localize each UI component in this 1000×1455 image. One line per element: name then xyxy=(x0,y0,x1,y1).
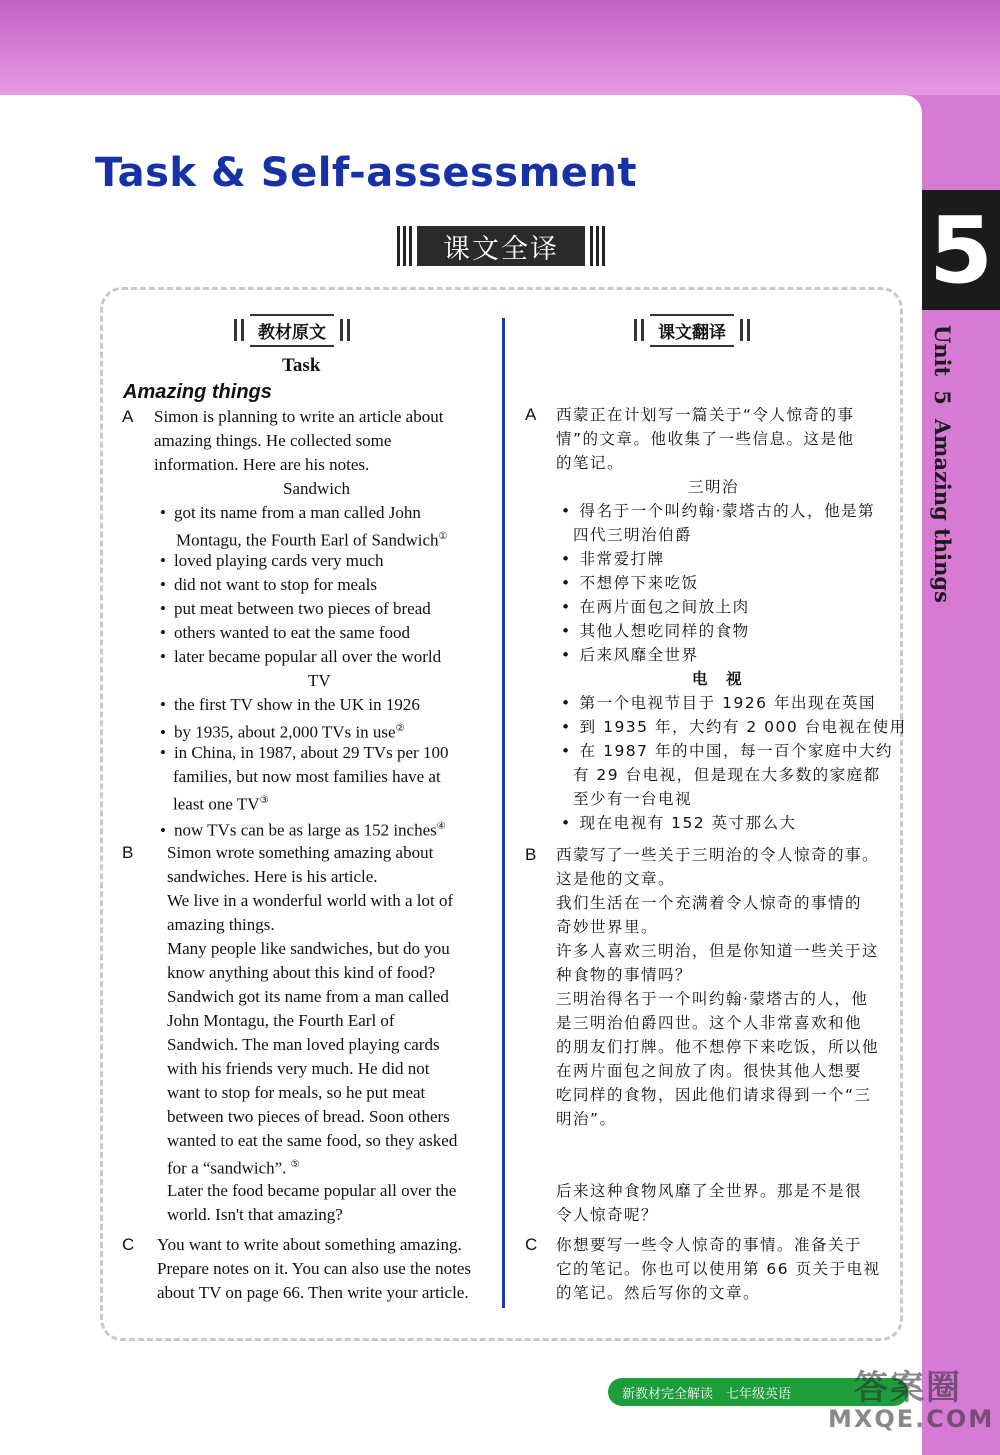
right-text-line: 在两片面包之间放了肉。很快其他人想要 xyxy=(556,1062,863,1080)
note-item-zh: • 到 1935 年，大约有 2 000 台电视在使用 xyxy=(561,715,907,739)
note-item-zh: • 不想停下来吃饭 xyxy=(561,571,699,595)
section-banner xyxy=(383,224,619,268)
left-text-line: world. Isn't that amazing? xyxy=(167,1205,343,1224)
left-text-line: John Montagu, the Fourth Earl of xyxy=(167,1011,395,1030)
site-watermark: 答案圈 MXQE.COM xyxy=(828,1368,995,1433)
sandwich-subheading-zh: 三明治 xyxy=(688,478,740,496)
left-text-line: Prepare notes on it. You can also use the notes xyxy=(157,1259,471,1278)
page-title: Task & Self-assessment xyxy=(95,150,637,196)
footnote-marker: ③ xyxy=(259,795,269,806)
note-item-cont: families, but now most families have at xyxy=(173,767,441,786)
left-text-line: We live in a wonderful world with a lot of xyxy=(167,891,454,910)
left-text-line: amazing things. He collected some xyxy=(154,431,392,450)
note-item: • now TVs can be as large as 152 inches④ xyxy=(160,815,446,843)
right-text-line: 你想要写一些令人惊奇的事情。准备关于 xyxy=(556,1236,863,1254)
footer-book-title: 新教材完全解读 七年级英语 xyxy=(608,1378,908,1406)
section-b-letter-zh: B xyxy=(525,845,537,864)
note-item: • in China, in 1987, about 29 TVs per 100 xyxy=(160,741,448,765)
left-text-line: about TV on page 66. Then write your article. xyxy=(157,1283,469,1302)
right-text-line: 许多人喜欢三明治，但是你知道一些关于这 xyxy=(556,942,880,960)
right-text-line: 后来这种食物风靡了全世界。那是不是很 xyxy=(556,1182,863,1200)
right-text-line: 西蒙写了一些关于三明治的令人惊奇的事。 xyxy=(556,846,880,864)
task-heading: Task xyxy=(282,355,321,376)
note-item-zh: • 在两片面包之间放上肉 xyxy=(561,595,750,619)
left-column-header: 教材原文 xyxy=(232,316,352,344)
right-text-line: 的笔记。 xyxy=(556,454,625,472)
section-c-letter: C xyxy=(122,1235,135,1254)
right-text-line: 的朋友们打牌。他不想停下来吃饭，所以他 xyxy=(556,1038,880,1056)
note-item-zh: • 后来风靡全世界 xyxy=(561,643,699,667)
note-item-zh: • 第一个电视节目于 1926 年出现在英国 xyxy=(561,691,876,715)
left-text-line: for a “sandwich”. ⑤ xyxy=(167,1158,300,1178)
right-text-line: 吃同样的食物，因此他们请求得到一个“三 xyxy=(556,1086,872,1104)
left-text-line: Sandwich. The man loved playing cards xyxy=(167,1035,440,1054)
note-item: • others wanted to eat the same food xyxy=(160,621,410,645)
footnote-marker: ① xyxy=(438,531,448,542)
note-item: • put meat between two pieces of bread xyxy=(160,597,431,621)
note-item-zh-cont: 四代三明治伯爵 xyxy=(573,526,693,544)
amazing-things-heading: Amazing things xyxy=(123,381,272,403)
footnote-marker: ⑤ xyxy=(290,1159,300,1170)
left-text-line: know anything about this kind of food? xyxy=(167,963,436,982)
left-text-line: Simon wrote something amazing about xyxy=(167,843,434,862)
right-text-line: 西蒙正在计划写一篇关于“令人惊奇的事 xyxy=(556,406,855,424)
unit-side-label: Unit5Amazing things xyxy=(930,325,955,603)
note-item-zh: • 其他人想吃同样的食物 xyxy=(561,619,750,643)
unit-number-tab: 5 xyxy=(922,190,1000,310)
section-a-letter: A xyxy=(122,407,134,426)
section-c-letter-zh: C xyxy=(525,1235,538,1254)
note-item: • the first TV show in the UK in 1926 xyxy=(160,693,420,717)
note-item-zh: • 得名于一个叫约翰·蒙塔古的人，他是第 xyxy=(561,499,875,523)
right-column-header: 课文翻译 xyxy=(632,316,752,344)
left-text-line: Simon is planning to write an article about xyxy=(154,407,444,426)
note-item: • loved playing cards very much xyxy=(160,549,384,573)
left-text-line: You want to write about something amazing. xyxy=(157,1235,462,1254)
footnote-marker: ④ xyxy=(436,821,446,832)
left-text-line: information. Here are his notes. xyxy=(154,455,370,474)
left-text-line: between two pieces of bread. Soon others xyxy=(167,1107,450,1126)
left-text-line: Later the food became popular all over the xyxy=(167,1181,457,1200)
right-text-line: 这是他的文章。 xyxy=(556,870,676,888)
column-divider xyxy=(502,318,505,1308)
top-decor-band xyxy=(0,0,1000,95)
right-text-line: 奇妙世界里。 xyxy=(556,918,659,936)
left-text-line: Many people like sandwiches, but do you xyxy=(167,939,450,958)
right-text-line: 令人惊奇呢？ xyxy=(556,1206,659,1224)
right-text-line: 三明治得名于一个叫约翰·蒙塔古的人，他 xyxy=(556,990,869,1008)
section-a-letter-zh: A xyxy=(525,405,537,424)
right-text-line: 情”的文章。他收集了一些信息。这是他 xyxy=(556,430,855,448)
section-b-letter: B xyxy=(122,843,134,862)
note-item: • later became popular all over the world xyxy=(160,645,441,669)
left-text-line: amazing things. xyxy=(167,915,275,934)
left-text-line: Sandwich got its name from a man called xyxy=(167,987,449,1006)
left-text-line: sandwiches. Here is his article. xyxy=(167,867,378,886)
note-item-zh: • 非常爱打牌 xyxy=(561,547,665,571)
note-item: • by 1935, about 2,000 TVs in use② xyxy=(160,717,405,745)
right-text-line: 明治”。 xyxy=(556,1110,617,1128)
tv-subheading: TV xyxy=(308,671,331,690)
sandwich-subheading: Sandwich xyxy=(283,479,351,498)
note-item-zh: • 在 1987 年的中国，每一百个家庭中大约 xyxy=(561,739,893,763)
note-item-cont: least one TV③ xyxy=(173,794,269,814)
right-text-line: 种食物的事情吗？ xyxy=(556,966,693,984)
note-item: • did not want to stop for meals xyxy=(160,573,377,597)
left-text-line: wanted to eat the same food, so they asked xyxy=(167,1131,458,1150)
note-item-zh-cont: 有 29 台电视，但是现在大多数的家庭都 xyxy=(573,766,881,784)
right-text-line: 的笔记。然后写你的文章。 xyxy=(556,1284,761,1302)
left-text-line: with his friends very much. He did not xyxy=(167,1059,430,1078)
note-item-zh-cont: 至少有一台电视 xyxy=(573,790,693,808)
right-text-line: 是三明治伯爵四世。这个人非常喜欢和他 xyxy=(556,1014,863,1032)
section-banner-label: 课文全译 xyxy=(417,226,585,266)
note-item-cont: Montagu, the Fourth Earl of Sandwich① xyxy=(176,530,448,550)
note-item: • got its name from a man called John xyxy=(160,501,421,525)
footnote-marker: ② xyxy=(395,723,405,734)
tv-subheading-zh: 电 视 xyxy=(692,670,744,688)
right-text-line: 它的笔记。你也可以使用第 66 页关于电视 xyxy=(556,1260,881,1278)
note-item-zh: • 现在电视有 152 英寸那么大 xyxy=(561,811,797,835)
left-text-line: want to stop for meals, so he put meat xyxy=(167,1083,426,1102)
right-text-line: 我们生活在一个充满着令人惊奇的事情的 xyxy=(556,894,863,912)
